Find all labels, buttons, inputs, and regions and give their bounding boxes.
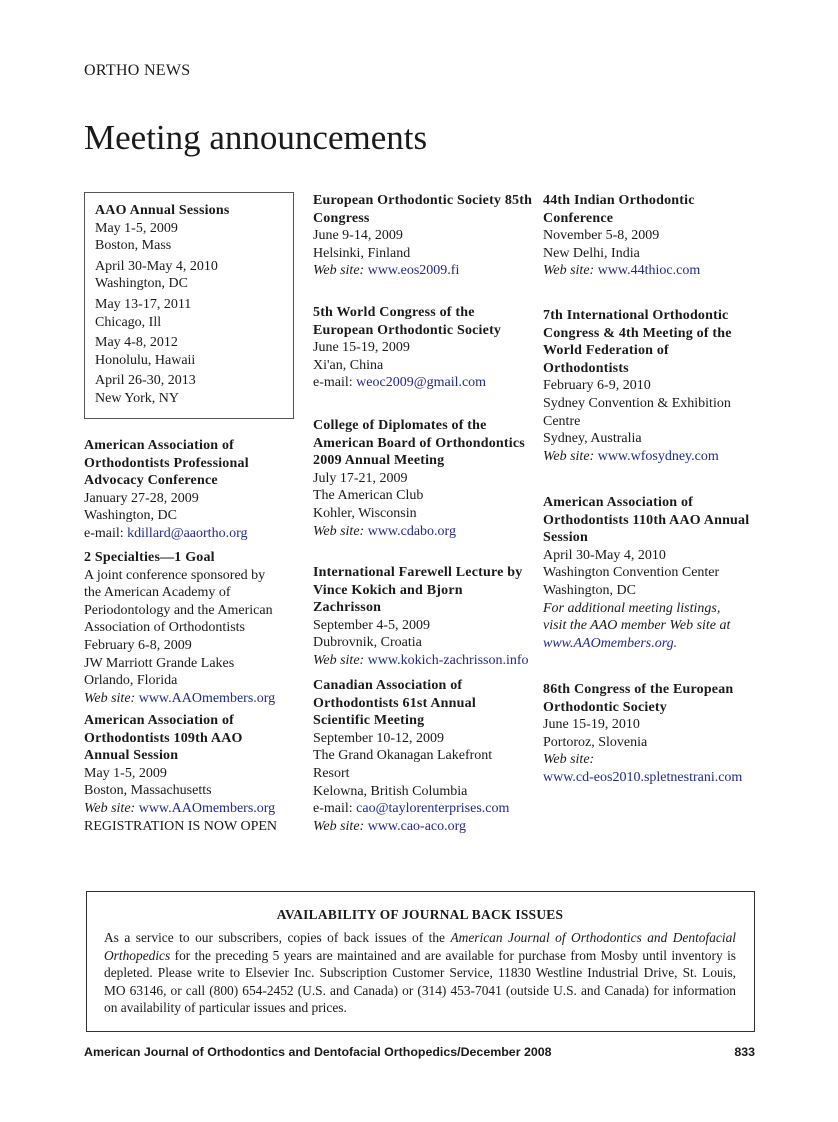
contact-label: Web site:: [543, 448, 598, 464]
meeting-line: For additional meeting listings,: [543, 600, 721, 616]
meeting-line: [543, 769, 753, 787]
meeting-title: American Association of Orthodontists 109th AAO Annual Session: [84, 713, 243, 764]
footer-journal: American Journal of Orthodontics and Dentofacial Orthopedics/December 2008: [84, 1045, 552, 1059]
meeting-line: The American Club: [313, 488, 424, 504]
meeting-entry: [95, 202, 301, 408]
email-link[interactable]: weoc2009@gmail.com: [356, 375, 487, 391]
meeting-line: February 6-8, 2009: [84, 637, 192, 653]
website-link[interactable]: www.cdabo.org: [367, 523, 456, 539]
meeting-title: 86th Congress of the European Orthodontic Society: [543, 682, 734, 715]
meeting-line: Sydney Convention & Exhibition: [543, 395, 731, 411]
contact-label: Web site:: [84, 690, 139, 706]
meeting-line: New Delhi, India: [543, 245, 640, 261]
contact-label: Web site:: [84, 800, 139, 816]
meeting-line: JW Marriott Grande Lakes: [84, 655, 235, 671]
meeting-line: Kelowna, British Columbia: [313, 783, 468, 799]
website-link[interactable]: www.wfosydney.com: [597, 448, 719, 464]
meeting-line: the American Academy of: [84, 585, 231, 601]
meeting-line: June 9-14, 2009: [313, 228, 403, 244]
meeting-title: AAO Annual Sessions: [95, 203, 230, 218]
meeting-line: [84, 690, 290, 708]
meeting-entry: [543, 192, 753, 280]
page-number: 833: [734, 1045, 755, 1059]
meeting-line: Washington, DC: [95, 276, 188, 292]
meeting-line: July 17-21, 2009: [313, 470, 408, 486]
meeting-line: Orlando, Florida: [84, 673, 178, 689]
back-issues-box: [86, 891, 755, 1032]
meeting-line: May 1-5, 2009: [84, 765, 167, 781]
meeting-line: [313, 374, 533, 392]
meeting-line: [313, 652, 533, 670]
meeting-line: Xi'an, China: [313, 357, 384, 373]
meeting-line: February 6-9, 2010: [543, 378, 651, 394]
meeting-title: 7th International Orthodontic Congress & 4th Meeting of the World Federation of Orthodontists: [543, 308, 732, 376]
meeting-line: Washington, DC: [543, 582, 636, 598]
meeting-entry: [84, 437, 290, 543]
meeting-line: April 26-30, 2013: [95, 373, 196, 389]
meeting-line: Boston, Massachusetts: [84, 783, 212, 799]
meeting-title: American Association of Orthodontists Professional Advocacy Conference: [84, 438, 249, 489]
meeting-line: Honolulu, Hawaii: [95, 352, 196, 368]
meeting-line: [313, 523, 533, 541]
meeting-line: Association of Orthodontists: [84, 620, 245, 636]
website-link[interactable]: www.cd-eos2010.spletnestrani.com: [543, 769, 743, 785]
section-label: ORTHO NEWS: [84, 62, 191, 79]
meeting-entry: [543, 681, 753, 787]
meeting-entry: [313, 304, 533, 392]
meeting-line: June 15-19, 2009: [313, 340, 410, 356]
meeting-entry: [543, 307, 753, 465]
meeting-line: Resort: [313, 765, 350, 781]
back-issues-heading: AVAILABILITY OF JOURNAL BACK ISSUES: [276, 907, 564, 922]
meeting-entry: [313, 192, 533, 280]
meeting-line: Portoroz, Slovenia: [543, 734, 648, 750]
meeting-line: [313, 262, 533, 280]
meeting-line: Washington, DC: [84, 508, 177, 524]
meeting-line: Boston, Mass: [95, 238, 172, 254]
meeting-title: 5th World Congress of the European Orthodontic Society: [313, 305, 502, 338]
meeting-line: September 10-12, 2009: [313, 730, 445, 746]
text: As a service to our subscribers, copies of back issues of the: [104, 930, 451, 946]
website-link[interactable]: www.kokich-zachrisson.info: [367, 652, 529, 668]
meeting-line: [313, 818, 533, 836]
meeting-title: American Association of Orthodontists 110th AAO Annual Session: [543, 495, 750, 546]
meeting-line: visit the AAO member Web site at: [543, 618, 731, 634]
page-footer: [84, 1045, 755, 1059]
meeting-line: Web site:: [543, 752, 595, 768]
meeting-line: January 27-28, 2009: [84, 490, 199, 506]
meeting-line: May 13-17, 2011: [95, 296, 192, 312]
journal-name: American Journal of Orthodontics and Dentofacial Orthopedics: [104, 930, 736, 963]
meeting-title: College of Diplomates of the American Board of Orthondontics 2009 Annual Meeting: [313, 418, 525, 469]
meeting-line: REGISTRATION IS NOW OPEN: [84, 818, 278, 834]
meeting-entry: [84, 712, 290, 835]
email-link[interactable]: cao@taylorenterprises.com: [356, 801, 510, 817]
website-link[interactable]: www.cao-aco.org: [367, 818, 467, 834]
meeting-line: Helsinki, Finland: [313, 245, 411, 261]
meeting-line: May 4-8, 2012: [95, 335, 178, 351]
meeting-title: European Orthodontic Society 85th Congress: [313, 193, 533, 226]
contact-label: e-mail:: [84, 525, 128, 541]
meeting-title: Canadian Association of Orthodontists 61st Annual Scientific Meeting: [313, 678, 476, 729]
contact-label: Web site:: [543, 263, 598, 279]
meeting-entry: [313, 677, 533, 835]
website-link[interactable]: www.eos2009.fi: [367, 263, 460, 279]
meeting-line: November 5-8, 2009: [543, 228, 660, 244]
meeting-line: Washington Convention Center: [543, 565, 720, 581]
meeting-line: Dubrovnik, Croatia: [313, 635, 422, 651]
website-link[interactable]: www.AAOmembers.org.: [543, 635, 678, 651]
contact-label: e-mail:: [313, 375, 357, 391]
contact-label: e-mail:: [313, 801, 357, 817]
meeting-title: 44th Indian Orthodontic Conference: [543, 193, 695, 226]
meeting-line: [543, 262, 753, 280]
meeting-line: May 1-5, 2009: [95, 220, 178, 236]
meeting-line: Sydney, Australia: [543, 431, 642, 447]
meeting-line: New York, NY: [95, 390, 180, 406]
meeting-entry: [543, 494, 753, 652]
page-title: Meeting announcements: [84, 118, 428, 157]
contact-label: Web site:: [313, 818, 368, 834]
back-issues-text: [104, 929, 736, 1016]
meeting-line: [543, 448, 753, 466]
meeting-title: 2 Specialties—1 Goal: [84, 550, 215, 565]
meeting-line: [543, 635, 753, 653]
meeting-line: April 30-May 4, 2010: [95, 258, 218, 274]
meeting-line: The Grand Okanagan Lakefront: [313, 748, 493, 764]
contact-label: Web site:: [313, 263, 368, 279]
website-link[interactable]: www.44thioc.com: [597, 263, 701, 279]
website-link[interactable]: www.AAOmembers.org: [138, 800, 276, 816]
meeting-line: Chicago, Ill: [95, 314, 162, 330]
website-link[interactable]: www.AAOmembers.org: [138, 690, 276, 706]
meeting-line: September 4-5, 2009: [313, 617, 431, 633]
meeting-entry: [313, 417, 533, 540]
meeting-line: June 15-19, 2010: [543, 717, 640, 733]
meeting-line: A joint conference sponsored by: [84, 567, 266, 583]
meeting-entry: [313, 564, 533, 670]
meeting-line: [84, 525, 290, 543]
email-link[interactable]: kdillard@aaortho.org: [127, 525, 248, 541]
meeting-entry: [84, 549, 290, 707]
contact-label: Web site:: [313, 652, 368, 668]
meeting-line: [84, 800, 290, 818]
meeting-line: [313, 800, 533, 818]
meeting-title: International Farewell Lecture by Vince Kokich and Bjorn Zachrisson: [313, 565, 523, 616]
contact-label: Web site:: [313, 523, 368, 539]
meeting-line: Kohler, Wisconsin: [313, 505, 417, 521]
meeting-line: April 30-May 4, 2010: [543, 547, 666, 563]
text: for the preceding 5 years are maintained and are available for purchase from Mosby until inventory is depleted. Please write to Elsevier Inc. Subscription Customer Service, 11830 Westline Industrial Drive, St. Louis, MO 63146, or call (800) 654-2452 (U.S. and Canada) or (314) 453-7041 (outside U.S. and Canada) for information on availability of particular issues and prices.: [104, 947, 736, 1016]
meeting-line: Centre: [543, 413, 581, 429]
meeting-line: Periodontology and the American: [84, 602, 273, 618]
